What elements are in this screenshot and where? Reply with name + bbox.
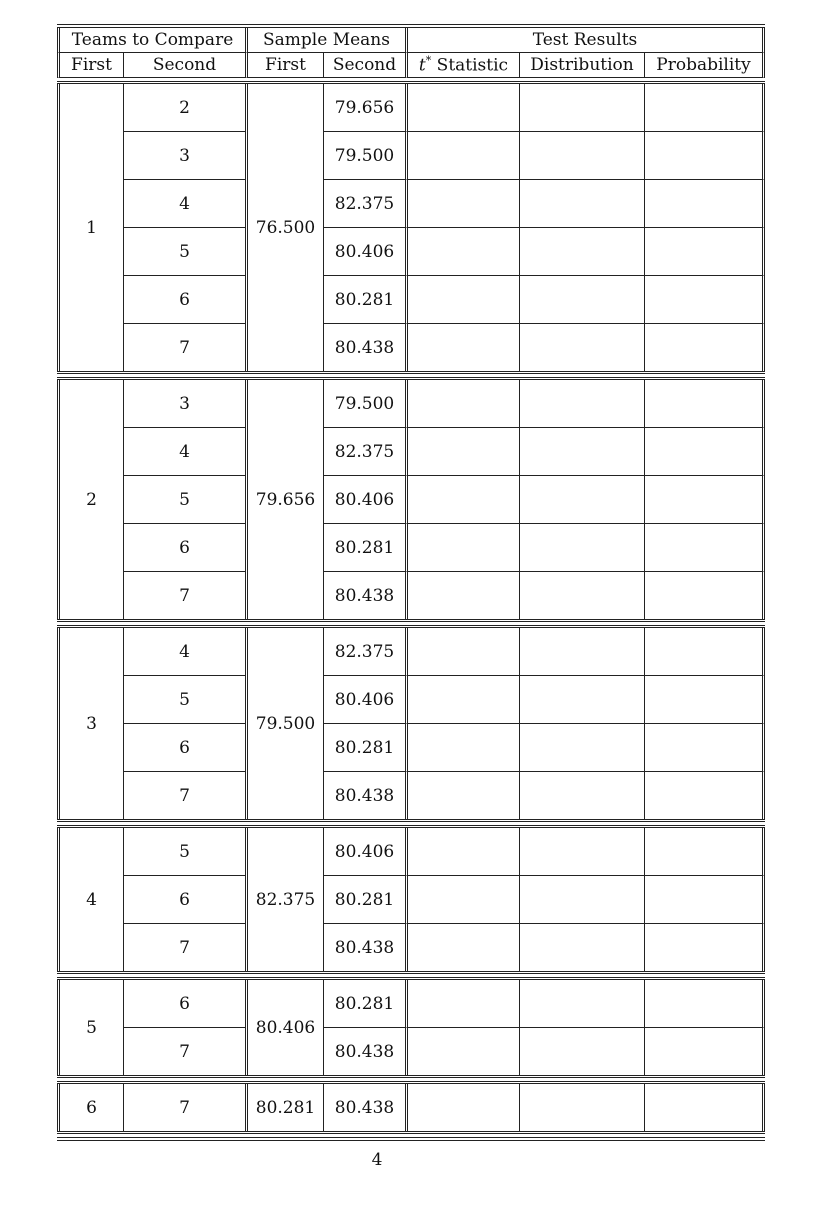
comparison-group	[57, 977, 765, 1078]
table-row	[57, 772, 765, 819]
second-team-cell: 7	[123, 572, 245, 619]
second-team-cell: 4	[123, 628, 245, 676]
comparison-group	[57, 625, 765, 822]
comparison-group	[57, 377, 765, 622]
table-row	[57, 876, 765, 924]
table-row	[57, 828, 765, 876]
table-row	[57, 572, 765, 619]
probability-cell	[644, 828, 765, 876]
header-t-statistic: t* Statistic	[405, 53, 519, 78]
second-team-cell: 5	[123, 676, 245, 724]
probability-cell	[644, 276, 765, 324]
t-statistic-cell	[405, 572, 519, 619]
header-probability: Probability	[644, 53, 765, 78]
probability-cell	[644, 324, 765, 371]
table-row	[57, 924, 765, 971]
table-header	[57, 28, 765, 78]
table-row	[57, 980, 765, 1028]
t-statistic-cell	[405, 180, 519, 228]
t-statistic-cell	[405, 524, 519, 572]
t-statistic-cell	[405, 132, 519, 180]
t-statistic-cell	[405, 380, 519, 428]
probability-cell	[644, 628, 765, 676]
probability-cell	[644, 428, 765, 476]
table-row	[57, 380, 765, 428]
table-row	[57, 676, 765, 724]
second-team-cell: 7	[123, 324, 245, 371]
t-statistic-cell	[405, 428, 519, 476]
probability-cell	[644, 1028, 765, 1075]
second-mean-cell: 80.281	[323, 876, 405, 924]
t-statistic-cell	[405, 628, 519, 676]
probability-cell	[644, 572, 765, 619]
t-statistic-cell	[405, 980, 519, 1028]
probability-cell	[644, 380, 765, 428]
second-mean-cell: 80.438	[323, 924, 405, 971]
bottom-rule	[57, 1137, 765, 1141]
t-statistic-cell	[405, 772, 519, 819]
second-mean-cell: 80.406	[323, 676, 405, 724]
distribution-cell	[519, 276, 644, 324]
distribution-cell	[519, 84, 644, 132]
t-statistic-cell	[405, 1028, 519, 1075]
second-team-cell: 6	[123, 980, 245, 1028]
second-team-cell: 5	[123, 476, 245, 524]
distribution-cell	[519, 380, 644, 428]
distribution-cell	[519, 180, 644, 228]
distribution-cell	[519, 628, 644, 676]
first-team-cell: 4	[57, 828, 123, 971]
t-statistic-cell	[405, 876, 519, 924]
distribution-cell	[519, 828, 644, 876]
probability-cell	[644, 876, 765, 924]
probability-cell	[644, 84, 765, 132]
second-mean-cell: 82.375	[323, 428, 405, 476]
distribution-cell	[519, 228, 644, 276]
first-team-cell: 5	[57, 980, 123, 1075]
distribution-cell	[519, 924, 644, 971]
second-team-cell: 3	[123, 132, 245, 180]
second-team-cell: 3	[123, 380, 245, 428]
probability-cell	[644, 772, 765, 819]
distribution-cell	[519, 572, 644, 619]
probability-cell	[644, 980, 765, 1028]
comparison-table	[57, 24, 765, 1141]
t-statistic-cell	[405, 1084, 519, 1131]
t-statistic-cell	[405, 724, 519, 772]
second-mean-cell: 80.438	[323, 1028, 405, 1075]
distribution-cell	[519, 772, 644, 819]
probability-cell	[644, 724, 765, 772]
second-mean-cell: 80.406	[323, 228, 405, 276]
second-team-cell: 4	[123, 428, 245, 476]
header-means-first: First	[245, 53, 323, 78]
first-mean-cell: 80.406	[245, 980, 323, 1075]
probability-cell	[644, 1084, 765, 1131]
header-teams-to-compare: Teams to Compare	[57, 28, 245, 53]
table-row	[57, 1084, 765, 1131]
second-mean-cell: 80.281	[323, 980, 405, 1028]
probability-cell	[644, 132, 765, 180]
probability-cell	[644, 180, 765, 228]
distribution-cell	[519, 132, 644, 180]
table-row	[57, 324, 765, 371]
second-team-cell: 2	[123, 84, 245, 132]
first-mean-cell: 76.500	[245, 84, 323, 371]
second-mean-cell: 80.438	[323, 324, 405, 371]
probability-cell	[644, 228, 765, 276]
distribution-cell	[519, 676, 644, 724]
second-mean-cell: 80.281	[323, 276, 405, 324]
probability-cell	[644, 476, 765, 524]
t-statistic-cell	[405, 324, 519, 371]
second-team-cell: 6	[123, 876, 245, 924]
second-team-cell: 5	[123, 828, 245, 876]
distribution-cell	[519, 1084, 644, 1131]
t-statistic-cell	[405, 84, 519, 132]
table-row	[57, 132, 765, 180]
distribution-cell	[519, 980, 644, 1028]
second-team-cell: 6	[123, 724, 245, 772]
probability-cell	[644, 676, 765, 724]
second-team-cell: 7	[123, 1028, 245, 1075]
first-team-cell: 2	[57, 380, 123, 619]
table-row	[57, 180, 765, 228]
second-mean-cell: 80.406	[323, 828, 405, 876]
t-statistic-cell	[405, 828, 519, 876]
page-number: 4	[371, 1150, 383, 1170]
second-mean-cell: 80.438	[323, 1084, 405, 1131]
distribution-cell	[519, 724, 644, 772]
distribution-cell	[519, 428, 644, 476]
second-team-cell: 5	[123, 228, 245, 276]
second-mean-cell: 79.656	[323, 84, 405, 132]
second-team-cell: 6	[123, 524, 245, 572]
comparison-group	[57, 825, 765, 974]
first-mean-cell: 80.281	[245, 1084, 323, 1131]
second-mean-cell: 79.500	[323, 132, 405, 180]
table-row	[57, 228, 765, 276]
header-distribution: Distribution	[519, 53, 644, 78]
table-row	[57, 524, 765, 572]
t-statistic-cell	[405, 924, 519, 971]
header-sample-means: Sample Means	[245, 28, 405, 53]
table-row	[57, 84, 765, 132]
t-statistic-cell	[405, 228, 519, 276]
distribution-cell	[519, 524, 644, 572]
first-team-cell: 6	[57, 1084, 123, 1131]
first-team-cell: 1	[57, 84, 123, 371]
header-second: Second	[123, 53, 245, 78]
second-mean-cell: 80.406	[323, 476, 405, 524]
distribution-cell	[519, 476, 644, 524]
second-mean-cell: 80.281	[323, 724, 405, 772]
header-test-results: Test Results	[405, 28, 765, 53]
table-row	[57, 276, 765, 324]
distribution-cell	[519, 876, 644, 924]
t-statistic-cell	[405, 276, 519, 324]
t-statistic-cell	[405, 476, 519, 524]
comparison-group	[57, 81, 765, 374]
second-mean-cell: 80.438	[323, 772, 405, 819]
second-team-cell: 4	[123, 180, 245, 228]
first-mean-cell: 79.656	[245, 380, 323, 619]
second-team-cell: 7	[123, 772, 245, 819]
header-means-second: Second	[323, 53, 405, 78]
second-mean-cell: 82.375	[323, 628, 405, 676]
second-mean-cell: 80.438	[323, 572, 405, 619]
comparison-group	[57, 1081, 765, 1134]
second-team-cell: 6	[123, 276, 245, 324]
probability-cell	[644, 524, 765, 572]
distribution-cell	[519, 324, 644, 371]
table-row	[57, 628, 765, 676]
header-first: First	[57, 53, 123, 78]
table-row	[57, 428, 765, 476]
second-mean-cell: 82.375	[323, 180, 405, 228]
first-mean-cell: 79.500	[245, 628, 323, 819]
table-row	[57, 476, 765, 524]
table-row	[57, 724, 765, 772]
probability-cell	[644, 924, 765, 971]
second-team-cell: 7	[123, 1084, 245, 1131]
distribution-cell	[519, 1028, 644, 1075]
first-team-cell: 3	[57, 628, 123, 819]
second-mean-cell: 79.500	[323, 380, 405, 428]
second-mean-cell: 80.281	[323, 524, 405, 572]
table-row	[57, 1028, 765, 1075]
first-mean-cell: 82.375	[245, 828, 323, 971]
t-statistic-cell	[405, 676, 519, 724]
second-team-cell: 7	[123, 924, 245, 971]
